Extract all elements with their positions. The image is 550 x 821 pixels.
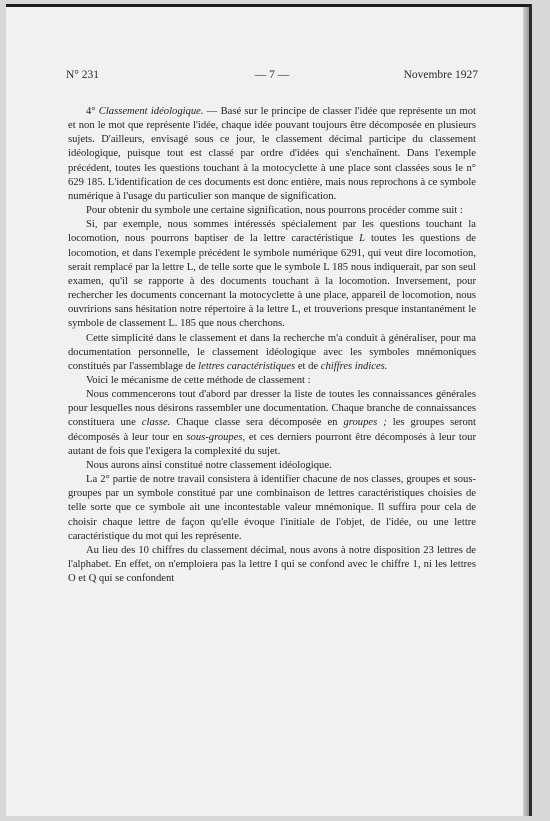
italic-text: L <box>359 233 365 245</box>
paragraph <box>68 218 476 331</box>
page-number: — 7 — <box>254 69 290 81</box>
body-text <box>68 105 476 586</box>
text-run: La 2° partie de notre travail consistera à identifier chacune de nos classes, groupes et sous-groupes par un symbole constitué par une combinaison de lettres caractéristiques choisies de telle sorte que ce symbole ait une incontestable valeur mnémonique. Il suffira pour cela de choisir chaque lettre de façon qu'elle évoque l'initiale de l'objet, de l'idée, ou une lettre caractéristique du mot qui les représente. <box>68 474 476 542</box>
paragraph <box>68 544 476 586</box>
text-run: Voici le mécanisme de cette méthode de classement : <box>86 374 311 386</box>
paragraph <box>68 473 476 544</box>
paragraph <box>68 332 476 374</box>
book-page <box>6 4 532 816</box>
paragraph <box>68 459 476 473</box>
text-run: Chaque classe sera décomposée en <box>170 417 344 429</box>
page-spine-shadow <box>523 7 529 816</box>
text-run: toutes les questions de locomotion, et dans l'exemple précédent le symbole numérique 6291, qui veut dire locomotion, serait remplacé par la lettre L, de telle sorte que le symbole L 185 nous indiquerait, par son seul examen, qu'il se rapporte à des documents touchant à la locomotion. Inversement, pour rechercher les documents concernant la motocyclette à une place, appareil de locomotion, nous ouvririons sans hésitation notre répertoire à la lettre L, et trouverions presque instantanément le symbole de classement L. 185 que nous cherchons. <box>68 233 476 330</box>
italic-text: sous-groupes, <box>186 431 246 443</box>
italic-text: groupes ; <box>343 417 387 429</box>
italic-text: chiffres indices. <box>320 360 388 372</box>
text-run: 4° <box>86 106 99 117</box>
text-run: et de <box>295 360 321 372</box>
text-run: Pour obtenir du symbole une certaine signification, nous pourrons procéder comme suit : <box>86 205 463 217</box>
italic-text: Classement idéologique. <box>98 106 204 117</box>
paragraph <box>68 388 476 459</box>
text-run: Nous aurons ainsi constitué notre classement idéologique. <box>86 459 332 471</box>
paragraph <box>68 105 476 204</box>
running-header <box>66 69 478 85</box>
text-run: Nous commencerons tout d'abord par dresser la liste de toutes les connaissances générales pour lesquelles nous désirons rassembler une documentation. Chaque branche de connaissances constituera une <box>68 389 476 429</box>
italic-text: lettres caractéristiques <box>198 360 296 372</box>
text-run: Au lieu des 10 chiffres du classement décimal, nous avons à notre disposition 23 lettres de l'alphabet. En effet, on n'emploiera pas la lettre I qui se confond avec le chiffre 1, ni les lettres O et Q qui se confondent <box>68 544 476 585</box>
italic-text: classe. <box>141 417 171 429</box>
text-run: les groupes seront décomposés à leur tour en <box>68 417 476 443</box>
paragraph <box>68 204 476 218</box>
text-run: Cette simplicité dans le classement et dans la recherche m'a conduit à généraliser, pour ma documentation personnelle, le classement idéologique avec les symboles mnémoniques constitués par l'assemblage de <box>68 332 476 372</box>
issue-number: N° 231 <box>66 69 100 81</box>
text-run: et ces derniers pourront être décomposés à leur tour autant de fois que l'exigera la complexité du sujet. <box>68 431 476 457</box>
issue-date: Novembre 1927 <box>403 69 478 81</box>
text-run: — Basé sur le principe de classer l'idée que représente un mot et non le mot que représente l'idée, chaque idée pouvant toujours être décomposée en plusieurs sujets. D'ailleurs, envisagé sous ce jour, le classement décimal participe du classement idéologique, puisque tout est classé par ordre d'idées qui s'enchaînent. Dans l'exemple précédent, toutes les questions touchant à la motocyclette à une place sont classées sous le n° 629 185. L'identification de ces documents est donc entière, mais nous reprochons à ce symbole numérique à l'usage du particulier son manque de signification. <box>68 106 476 202</box>
paragraph <box>68 374 476 388</box>
text-run: Si, par exemple, nous sommes intéressés spécialement par les questions touchant la locomotion, nous pourrons baptiser de la lettre caractéristique <box>68 219 476 245</box>
